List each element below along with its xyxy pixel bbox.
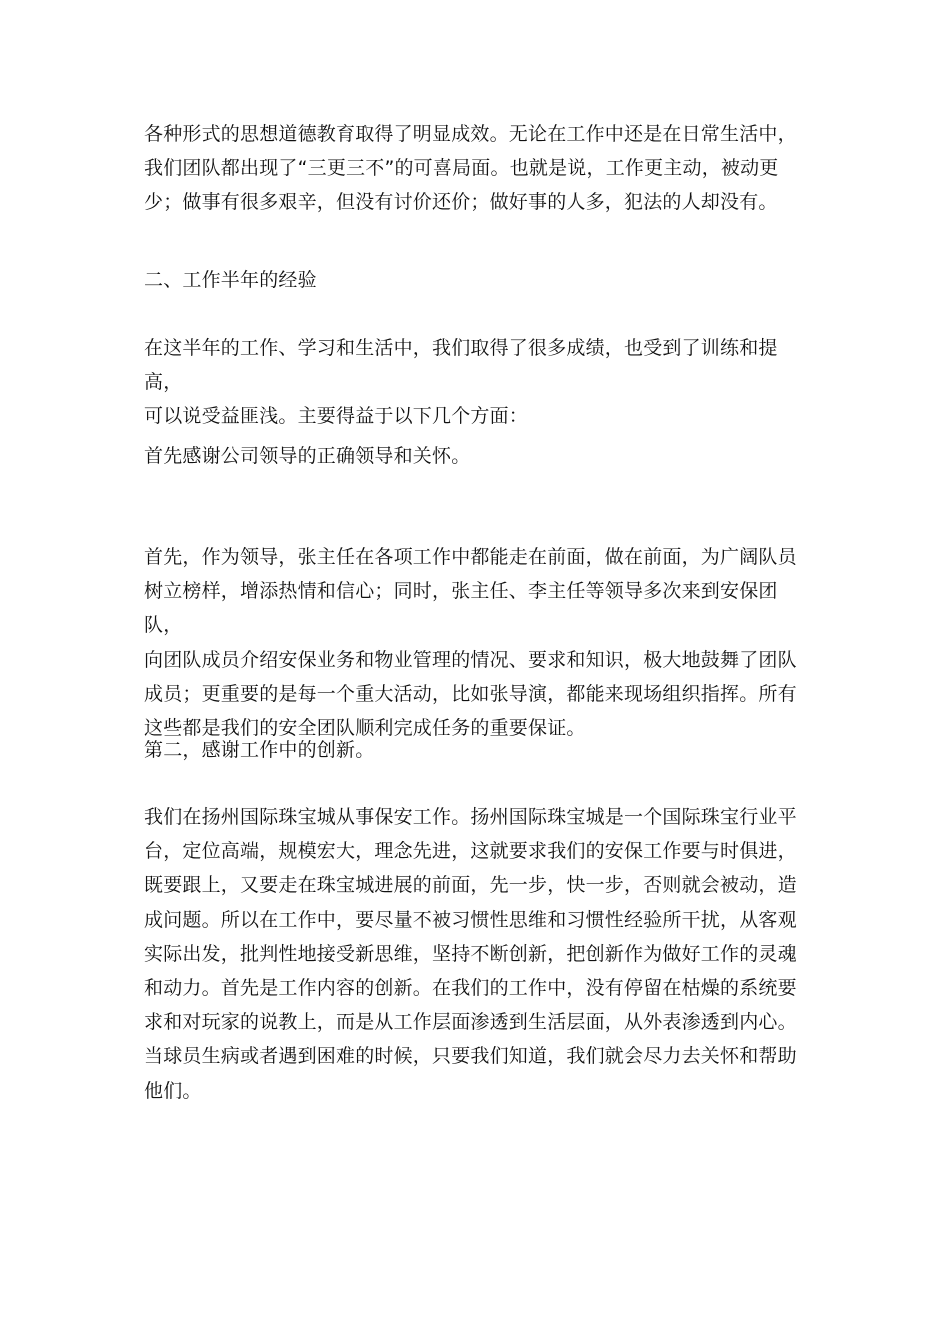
paragraph-thanks-leadership: 首先感谢公司领导的正确领导和关怀。 [144, 445, 471, 467]
paragraph-half-year-gains: 在这半年的工作、学习和生活中，我们取得了很多成绩，也受到了训练和提高， 可以说受益匪浅。主要得益于以下几个方面： [144, 337, 778, 428]
section-heading-half-year-experience: 二、工作半年的经验 [144, 269, 317, 291]
paragraph-thanks-innovation: 第二，感谢工作中的创新。 [144, 739, 375, 761]
paragraph-moral-education-results: 各种形式的思想道德教育取得了明显成效。无论在工作中还是在日常生活中， 我们团队都出现了“三更三不”的可喜局面。也就是说，工作更主动，被动更 少；做事有很多艰辛，但没有讨价还价；做好事的人多，犯法的人却没有。 [144, 123, 797, 214]
paragraph-jewelry-city-security: 我们在扬州国际珠宝城从事保安工作。扬州国际珠宝城是一个国际珠宝行业平 台，定位高端，规模宏大，理念先进，这就要求我们的安保工作要与时俱进， 既要跟上，又要走在珠宝城进展的前面，先一步，快一步，否则就会被动，造 成问题。所以在工作中，要尽量不被习惯性思维和习惯性经验所干扰，从客观 实际出发，批判性地接受新思维，坚持不断创新，把创新作为做好工作的灵魂 和动力。首先是工作内容的创新。在我们的工作中，没有停留在枯燥的系统要 求和对玩家的说教上，而是从工作层面渗透到生活层面，从外表渗透到内心。 当球员生病或者遇到困难的时候，只要我们知道，我们就会尽力去关怀和帮助 他们。 [144, 806, 797, 1102]
paragraph-leadership-example: 首先，作为领导，张主任在各项工作中都能走在前面，做在前面，为广阔队员 树立榜样，增添热情和信心；同时，张主任、李主任等领导多次来到安保团队， 向团队成员介绍安保业务和物业管理的情况、要求和知识，极大地鼓舞了团队 成员；更重要的是每一个重大活动，比如张导演，都能来现场组织指挥。所有 这些都是我们的安全团队顺利完成任务的重要保证。 [144, 546, 797, 740]
